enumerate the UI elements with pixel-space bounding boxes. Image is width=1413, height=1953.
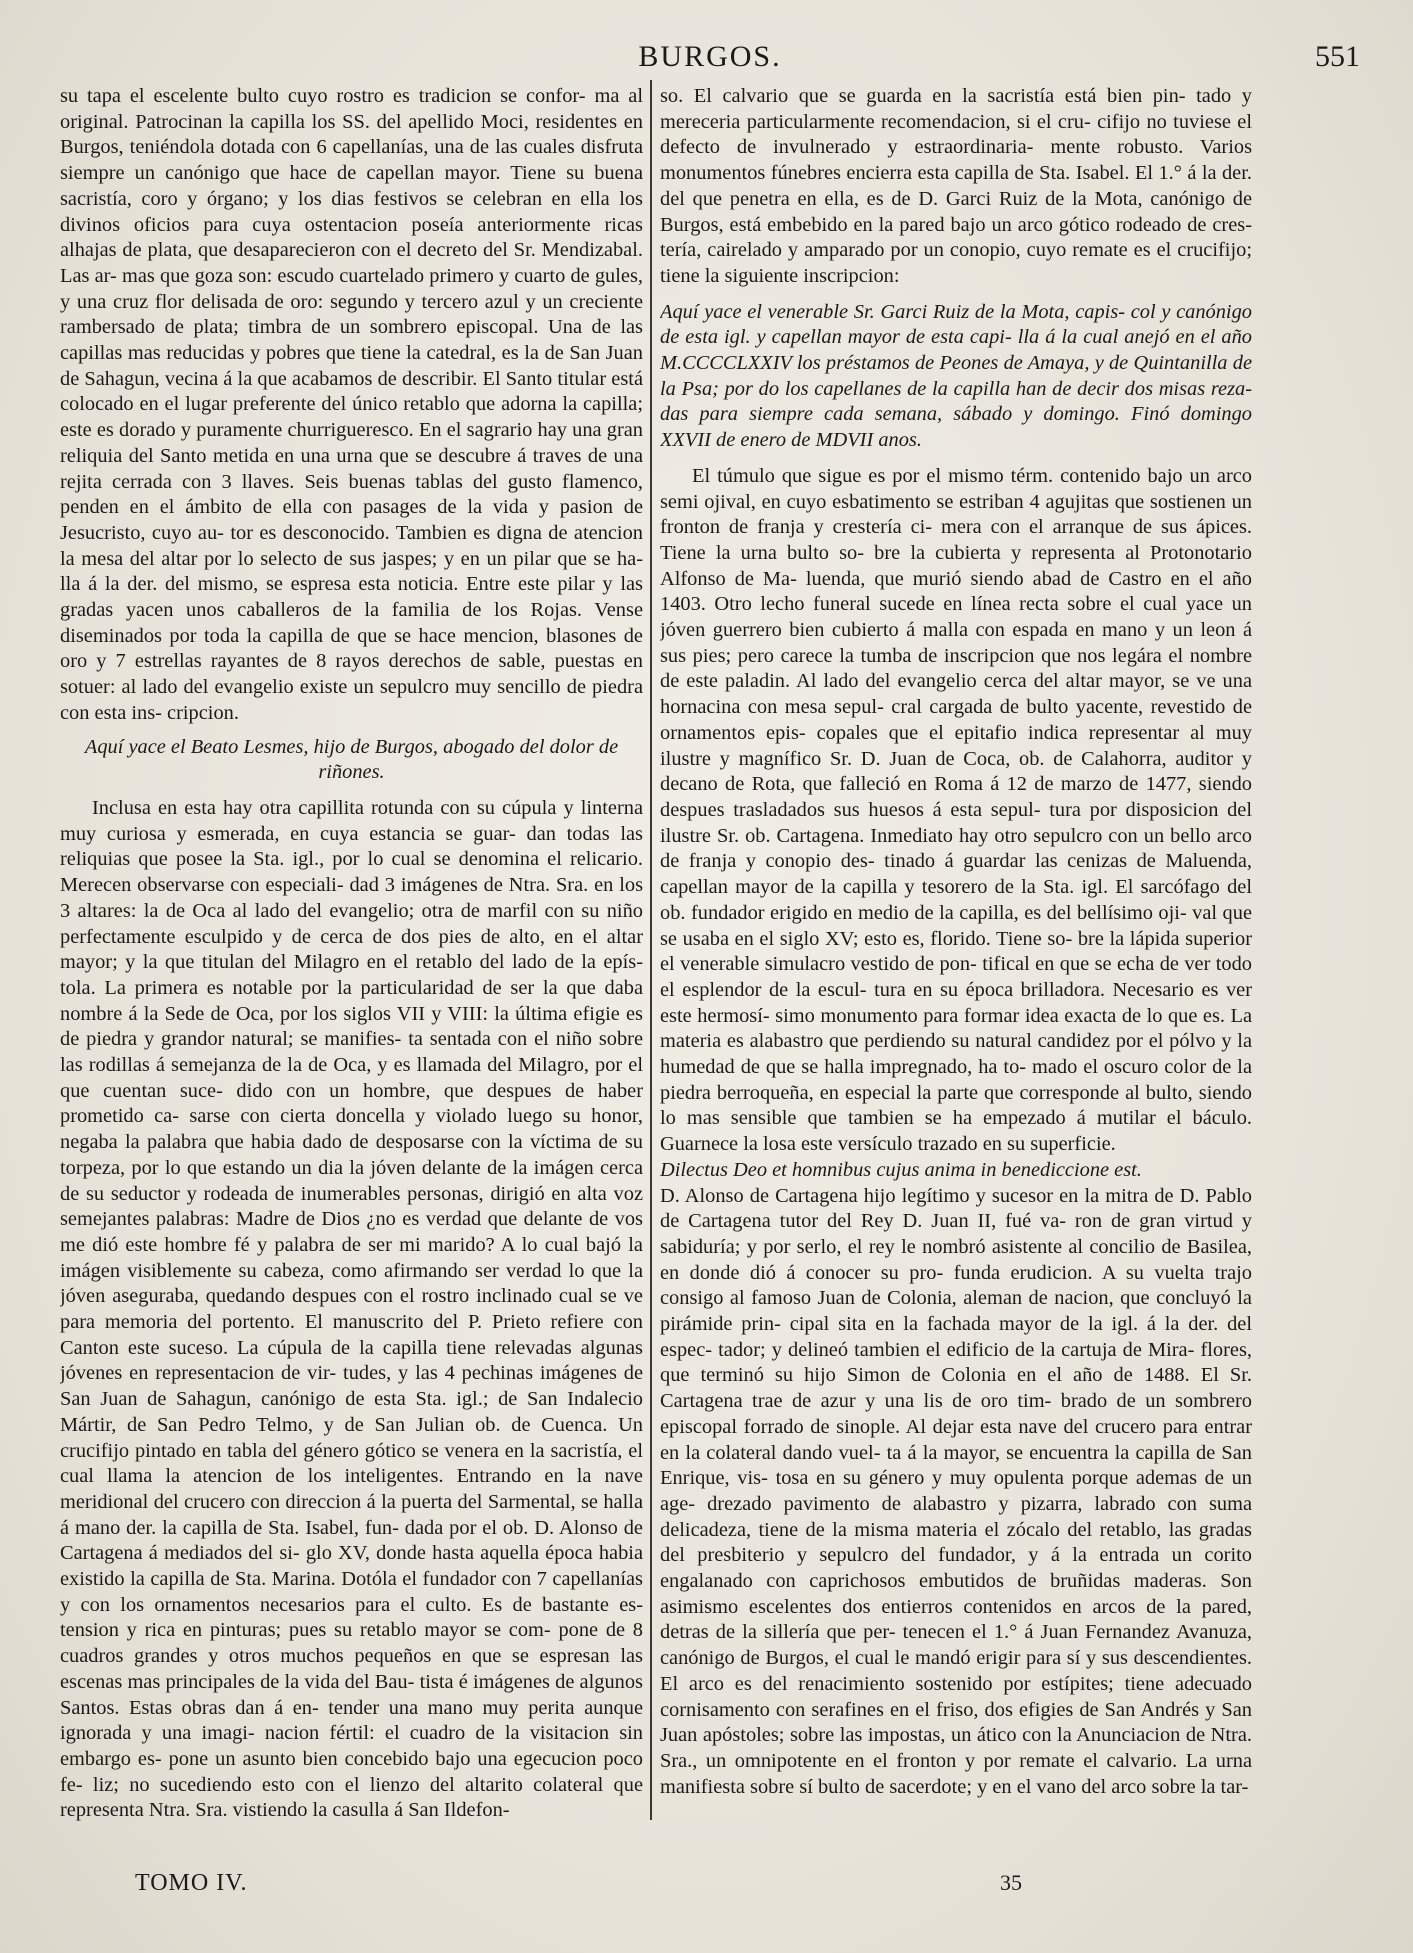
- signature-mark: 35: [1000, 1870, 1022, 1895]
- running-title: BURGOS.: [638, 40, 782, 73]
- paragraph: Inclusa en esta hay otra capillita rotunda con su cúpula y linterna muy curiosa y esmerada, en cuya estancia se guar- dan todas las reliquias que posee la Sta. igl., por lo cual se denomina el relicario. Merecen observarse con especiali- dad 3 imágenes de Ntra. Sra. en los 3 altares: la de Oca al lado del evangelio; otra de marfil con su niño perfectamente esculpido y de cerca de dos pies de alto, en el altar mayor; y la que titulan del Milagro en el retablo del lado de la epís- tola. La primera es notable por la particularidad de ser la que daba nombre á la Sede de Oca, por los siglos VII y VIII: la última efigie es de piedra y grandor natural; se manifies- ta sentada con el niño sobre las rodillas á semejanza de la de Oca, y es llamada del Milagro, por el que cuentan suce- dido con un hombre, que despues de haber prometido ca- sarse con cierta doncella y violado luego su honor, negaba la palabra que habia dado de desposarse con la víctima de su torpeza, por lo que estando un dia la jóven delante de la imágen cerca de su seductor y rodeada de inumerables personas, dirigió en alta voz semejantes palabras: Madre de Dios ¿no es verdad que delante de vos me dió este hombre fé y palabra de ser mi marido? A lo cual bajó la imágen visiblemente su cabeza, como afirmando ser verdad lo que la jóven aseguraba, quedando despues con el rostro inclinado cual se ve para memoria del portento. El manuscrito del P. Prieto refiere con Canton este suceso. La cúpula de la capilla tiene relevadas algunas jóvenes en representacion de vir- tudes, y las 4 pechinas imágenes de San Juan de Sahagun, canónigo de esta Sta. igl.; de San Indalecio Mártir, de San Pedro Telmo, y de San Julian ob. de Cuenca. Un crucifijo pintado en tabla del género gótico se venera en la sacristía, el cual llama la atencion de los inteligentes. Entrando en la nave meridional del crucero con direccion á la puerta del Sarmental, se halla á mano der. la capilla de Sta. Isabel, fun- dada por el ob. D. Alonso de Cartagena á mediados del si- glo XV, donde hasta aquella época habia existido la capilla de Sta. Marina. Dotóla el fundador con 7 capellanías y con los ornamentos necesarios para el culto. Es de bastante es- tension y rica en pinturas; pues su retablo mayor se com- pone de 8 cuadros grandes y otros muchos pequeños en que se espresan las escenas mas principales de la vida del Bau- tista é imágenes de algunos Santos. Estas obras dan á en- tender una mano muy perita aunque ignorada y una imagi- nacion fértil: el cuadro de la visitacion sin embargo es- pone un asunto bien concebido bajo una egecucion poco fe- liz; no sucediendo esto con el lienzo del altarito colateral que representa Ntra. Sra. vistiendo la casulla á San Ildefon-: [60, 796, 643, 1822]
- volume-label: TOMO IV.: [135, 1870, 248, 1896]
- paragraph: D. Alonso de Cartagena hijo legítimo y sucesor en la mitra de D. Pablo de Cartagena tutor del Rey D. Juan II, fué va- ron de gran virtud y sabiduría; y por serlo, el rey le nombró asistente al concilio de Basilea, en donde dió á conocer su pro- funda erudicion. A su vuelta trajo consigo al famoso Juan de Colonia, aleman de nacion, que concluyó la pirámide prin- cipal sita en la fachada mayor de la igl. á la der. del espec- tador; y delineó tambien el edificio de la cartuja de Mira- flores, que terminó su hijo Simon de Colonia en el año de 1488. El Sr. Cartagena trae de azur y una lis de oro tim- brado de un sombrero episcopal forrado de sinople. Al dejar esta nave del crucero para entrar en la colateral dando vuel- ta á la mayor, se encuentra la capilla de San Enrique, vis- tosa en su género y muy opulenta porque ademas de un age- drezado pavimento de alabastro y pizarra, labrado con suma delicadeza, tiene de la misma materia el zócalo del retablo, las gradas del presbiterio y sepulcro del fundador, y á la entrada un corito engalanado con caprichosos embutidos de bruñidas maderas. Son asimismo escelentes dos entierros contenidos en arcos de la pared, detras de la sillería que per- tenecen el 1.° á Juan Fernandez Avanuza, canónigo de Burgos, el cual le mandó erigir para sí y sus descendientes. El arco es del renacimiento sostenido por estípites; tiene adecuado cornisamento con serafines en el friso, dos efigies de San Andrés y San Juan apóstoles; sobre las impostas, un ático con la Anunciacion de Ntra. Sra., un omnipotente en el fronton y por remate el calvario. La urna manifiesta sobre sí bulto de sacerdote; y en el vano del arco sobre la tar-: [660, 1184, 1252, 1798]
- latin-verse: Dilectus Deo et homnibus cujus anima in benediccione est.: [660, 1158, 1142, 1181]
- page-header: [60, 40, 1360, 80]
- right-column: [660, 84, 1252, 1869]
- inscription: Aquí yace el Beato Lesmes, hijo de Burgos, abogado del dolor de riñones.: [84, 735, 619, 784]
- paragraph: so. El calvario que se guarda en la sacristía está bien pin- tado y mereceria particularmente recomendacion, si el cru- cifijo no tuviese el defecto de invulnerado y estraordinaria- mente robusto. Varios monumentos fúnebres encierra esta capilla de Sta. Isabel. El 1.° á la der. del que penetra en ella, es de D. Garci Ruiz de la Mota, canónigo de Burgos, está embebido en la pared bajo un arco gótico rodeado de cres- tería, cairelado y amparado por un conopio, cuyo remate es el crucifijo; tiene la siguiente inscripcion:: [660, 85, 1252, 287]
- column-divider: [650, 80, 652, 1820]
- paragraph: su tapa el escelente bulto cuyo rostro es tradicion se confor- ma al original. Patrocinan la capilla los SS. del apellido Moci, residentes en Burgos, teniéndola dotada con 6 capellanías, una de las cuales disfruta siempre un canónigo que hace de capellan mayor. Tiene su buena sacristía, coro y órgano; y los dias festivos se celebran en ella los divinos oficios para cuya ostentacion poseía anteriormente ricas alhajas de plata, que desaparecieron con el decreto del Sr. Mendizabal. Las ar- mas que goza son: escudo cuartelado primero y cuarto de gules, y una cruz flor delisada de oro: segundo y tercero azul y un creciente rambersado de plata; timbra de un sombrero episcopal. Una de las capillas mas reducidas y pobres que tiene la catedral, es la de San Juan de Sahagun, vecina á la que acabamos de describir. El Santo titular está colocado en el lugar preferente del único retablo que adorna la capilla; este es dorado y puramente churrigueresco. En el sagrario hay una gran reliquia del Santo metida en una urna que se descubre á traves de una rejita cerrada con 3 llaves. Seis buenas tablas del gusto flamenco, penden en el ámbito de ella con pasages de la vida y pasion de Jesucristo, cuyo au- tor es desconocido. Tambien es digna de atencion la mesa del altar por lo selecto de sus jaspes; y en un pilar que se ha- lla á la der. del mismo, se espresa esta noticia. Entre este pilar y las gradas yacen unos caballeros de la familia de los Rojas. Vense diseminados por toda la capilla de que se hace mencion, blasones de oro y 7 estrellas rayantes de 8 rayos derechos de sable, puestas en sotuer: al lado del evangelio existe un sepulcro muy sencillo de piedra con esta ins- cripcion.: [60, 85, 643, 724]
- inscription: Aquí yace el venerable Sr. Garci Ruiz de la Mota, capis- col y canónigo de esta igl. y capellan mayor de esta capi- lla á la cual anejó en el año M.CCCCLXXIV los préstamos de Peones de Amaya, y de Quintanilla de la Psa; por do los capellanes de la capilla han de decir dos misas reza- das para siempre cada semana, sábado y domingo. Finó domingo XXVII de enero de MDVII anos.: [660, 300, 1252, 452]
- left-column: [60, 84, 643, 1869]
- page-number: 551: [1315, 40, 1360, 73]
- paragraph: El túmulo que sigue es por el mismo térm. contenido bajo un arco semi ojival, en cuyo esbatimento se estriban 4 agujitas que sostienen un fronton de franja y crestería ci- mera con el arranque de sus ápices. Tiene la urna bulto so- bre la cubierta y representa al Protonotario Alfonso de Ma- luenda, que murió siendo abad de Castro en el año 1403. Otro lecho funeral sucede en línea recta sobre el cual yace un jóven guerrero bien cubierto á malla con espada en mano y un leon á sus pies; pero carece la tumba de inscripcion que nos legára el nombre de este paladin. Al lado del evangelio cerca del altar mayor, se ve una hornacina con mesa sepul- cral cargada de bulto yacente, revestido de ornamentos epis- copales que el epitafio indica representar al muy ilustre y magnífico Sr. D. Juan de Coca, ob. de Calahorra, auditor y decano de Rota, que falleció en Roma á 12 de marzo de 1477, siendo despues trasladados sus huesos á esta sepul- tura por disposicion del ilustre Sr. ob. Cartagena. Inmediato hay otro sepulcro con un bello arco de franja y conopio des- tinado á guardar las cenizas de Maluenda, capellan mayor de la capilla y tesorero de la Sta. igl. El sarcófago del ob. fundador erigido en medio de la capilla, es del bellísimo oji- val que se usaba en el siglo XV; esto es, florido. Tiene so- bre la lápida superior el venerable simulacro vestido de pon- tifical en que se echa de ver todo el esplendor de la escul- tura en su época brilladora. Necesario es ver este hermosí- simo monumento para formar idea exacta de lo que es. La materia es alabastro que perdiendo su natural candidez por el pólvo y la humedad de que se halla impregnado, ha to- mado el oscuro color de la piedra berroqueña, en especial la parte que corresponde al bulto, siendo lo mas sensible que tambien se ha empezado á mutilar el báculo. Guarnece la losa este versículo trazado en su superficie.: [660, 464, 1252, 1156]
